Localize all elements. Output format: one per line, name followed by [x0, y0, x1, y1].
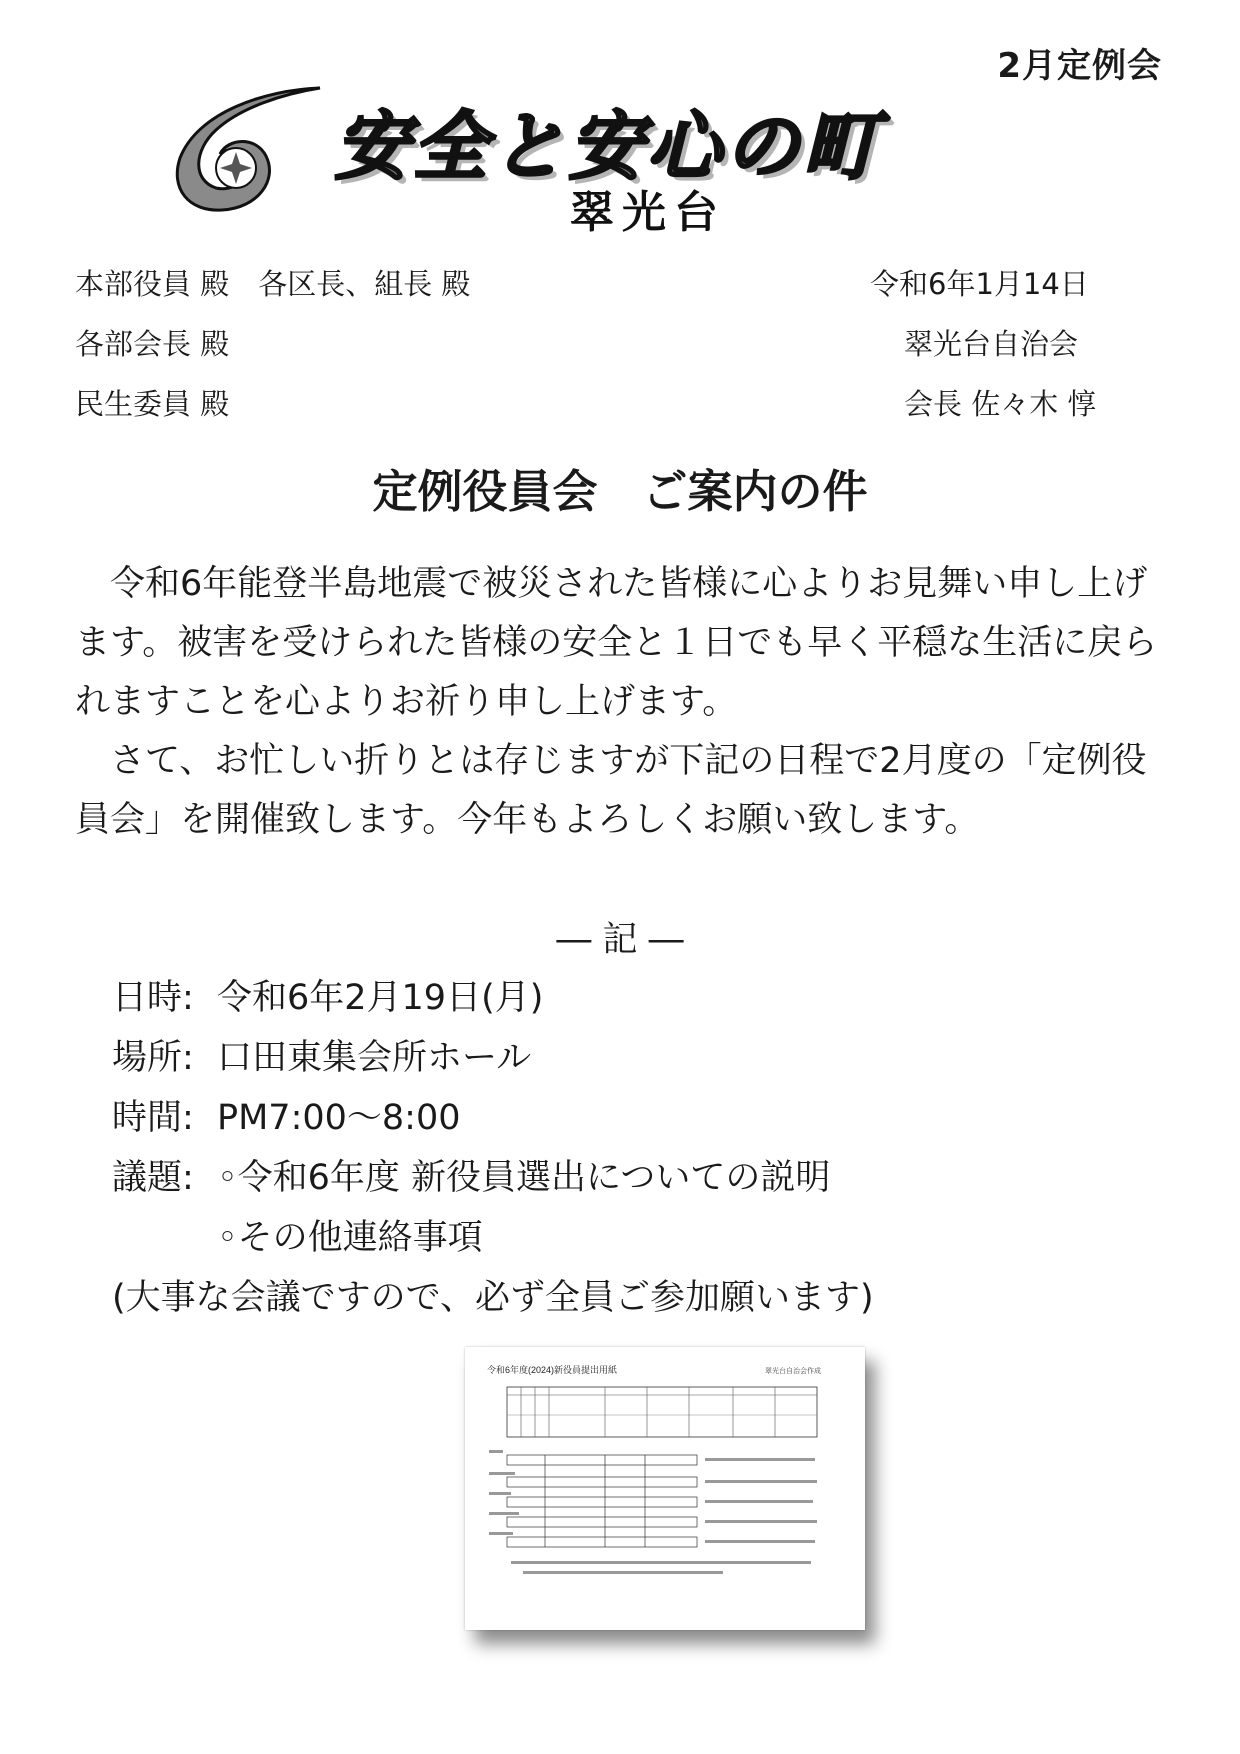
sender-chair: 会長 佐々木 惇	[904, 387, 1097, 421]
detail-agenda	[112, 1150, 830, 1200]
attendance-note: (大事な会議ですので、必ず全員ご参加願います)	[112, 1278, 874, 1318]
body-paragraph-1: 令和6年能登半島地震で被災された皆様に心よりお見舞い申し上げます。被害を受けられた皆様の安全と１日でも早く平穏な生活に戻られますことを心よりお祈り申し上げます。	[75, 564, 1158, 722]
time-label: 時間:	[112, 1098, 194, 1138]
recipient-line-2: 各部会長 殿	[75, 327, 230, 361]
detail-time	[112, 1090, 461, 1140]
recipient-line-3: 民生委員 殿	[75, 387, 230, 421]
nomination-form-drawing	[465, 1347, 865, 1630]
agenda-label: 議題:	[112, 1158, 194, 1198]
detail-datetime	[112, 970, 543, 1020]
recipient-line-1: 本部役員 殿 各区長、組長 殿	[75, 267, 471, 301]
sender-organization: 翠光台自治会	[904, 327, 1079, 361]
form-title: 令和6年度(2024)新役員提出用紙	[487, 1365, 618, 1375]
detail-agenda-2	[112, 1210, 483, 1260]
datetime-value: 令和6年2月19日(月)	[217, 978, 544, 1018]
town-logo	[170, 80, 1070, 238]
nomination-form-thumbnail	[465, 1347, 865, 1630]
issue-date: 令和6年1月14日	[870, 267, 1089, 301]
agenda-item-1: ◦令和6年度 新役員選出についての説明	[217, 1158, 831, 1198]
body-text	[75, 555, 1175, 850]
place-value: 口田東集会所ホール	[217, 1038, 532, 1078]
logo-town-name: 翠光台	[570, 187, 726, 238]
place-label: 場所:	[112, 1038, 194, 1078]
detail-place	[112, 1030, 531, 1080]
ki-heading: ― 記 ―	[556, 920, 684, 960]
meeting-month-tag: 2月定例会	[997, 46, 1162, 86]
agenda-item-2: ◦その他連絡事項	[217, 1218, 483, 1258]
body-paragraph-2: さて、お忙しい折りとは存じますが下記の日程で2月度の「定例役員会」を開催致します。今年もよろしくお願い致します。	[75, 741, 1147, 840]
form-org: 翠光台自治会作成	[765, 1368, 821, 1375]
logo-slogan: 安全と安心の町	[335, 104, 881, 190]
time-value: PM7:00～8:00	[217, 1098, 461, 1138]
datetime-label: 日時:	[112, 978, 194, 1018]
page-title: 定例役員会 ご案内の件	[372, 465, 868, 518]
swirl-star-logo-icon	[170, 80, 330, 220]
